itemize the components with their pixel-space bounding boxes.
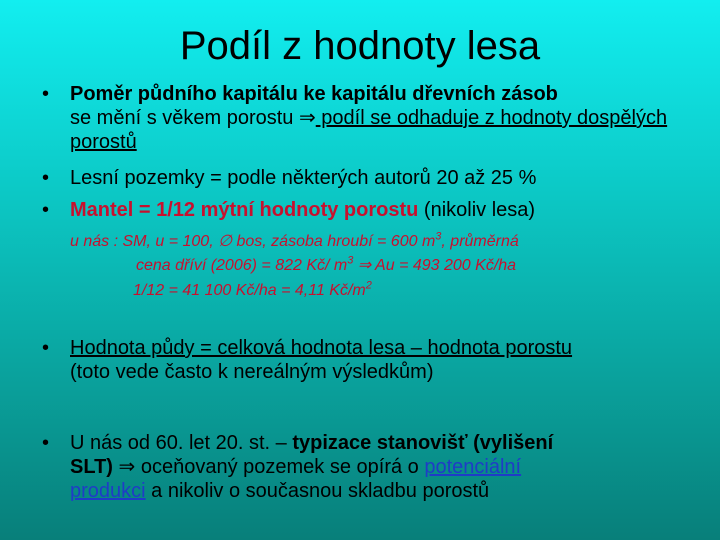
potential-link[interactable]: potenciální xyxy=(424,456,522,478)
implies-arrow: ⇒ xyxy=(118,456,136,478)
bullet-marker: • xyxy=(42,83,50,105)
bullet-3 xyxy=(70,198,700,222)
bullet-3-text: (nikoliv lesa) xyxy=(418,199,536,221)
diameter-symbol: ∅ xyxy=(218,233,233,250)
bullet-3-red: Mantel = 1/12 mýtní hodnoty porostu xyxy=(70,199,419,221)
example-line-1 xyxy=(70,231,690,253)
bullet-1 xyxy=(70,82,700,154)
bullet-marker: • xyxy=(42,199,50,221)
example-text: cena dříví (2006) = 822 Kč/ m xyxy=(136,257,348,274)
bullet-4 xyxy=(70,336,700,384)
bullet-5 xyxy=(70,431,700,503)
example-line-2 xyxy=(136,255,696,277)
bullet-5-text: oceňovaný pozemek se opírá o xyxy=(135,456,425,478)
example-text: u nás : SM, u = 100, xyxy=(70,233,219,250)
production-link[interactable]: produkci xyxy=(70,480,146,502)
bullet-2 xyxy=(70,166,700,190)
bullet-1-text: se mění s věkem porostu xyxy=(70,107,299,129)
example-text: 1/12 = 41 100 Kč/ha = 4,11 Kč/m xyxy=(133,282,366,299)
superscript: 2 xyxy=(365,279,372,292)
bullet-5-text: a nikoliv o současnou skladbu porostů xyxy=(145,480,490,502)
implies-arrow: ⇒ xyxy=(357,257,372,274)
bullet-marker: • xyxy=(42,432,50,454)
bullet-marker: • xyxy=(42,167,50,189)
bullet-5-bold: SLT) xyxy=(70,456,113,478)
example-line-3 xyxy=(133,280,693,302)
bullet-1-bold: Poměr půdního kapitálu ke kapitálu dřevních zásob xyxy=(70,83,558,105)
bullet-5-text: U nás od 60. let 20. st. – xyxy=(70,432,293,454)
superscript: 3 xyxy=(347,254,354,267)
example-text: Au = 493 200 Kč/ha xyxy=(371,257,517,274)
bullet-5-bold: typizace stanovišť (vylišení xyxy=(292,432,554,454)
bullet-4-text: (toto vede často k nereálným výsledkům) xyxy=(70,361,434,383)
implies-arrow: ⇒ xyxy=(298,107,316,129)
example-text: bos, zásoba hroubí = 600 m xyxy=(232,233,436,250)
bullet-1-underlined: podíl se odhaduje z hodnoty dospělých porostů xyxy=(70,107,668,153)
bullet-marker: • xyxy=(42,337,50,359)
slide-title: Podíl z hodnoty lesa xyxy=(179,24,541,68)
bullet-4-underlined: Hodnota půdy = celková hodnota lesa – hodnota porostu xyxy=(70,337,573,359)
example-text: , průměrná xyxy=(441,233,519,250)
superscript: 3 xyxy=(435,230,442,243)
bullet-2-text: Lesní pozemky = podle některých autorů 20 až 25 % xyxy=(70,167,537,189)
